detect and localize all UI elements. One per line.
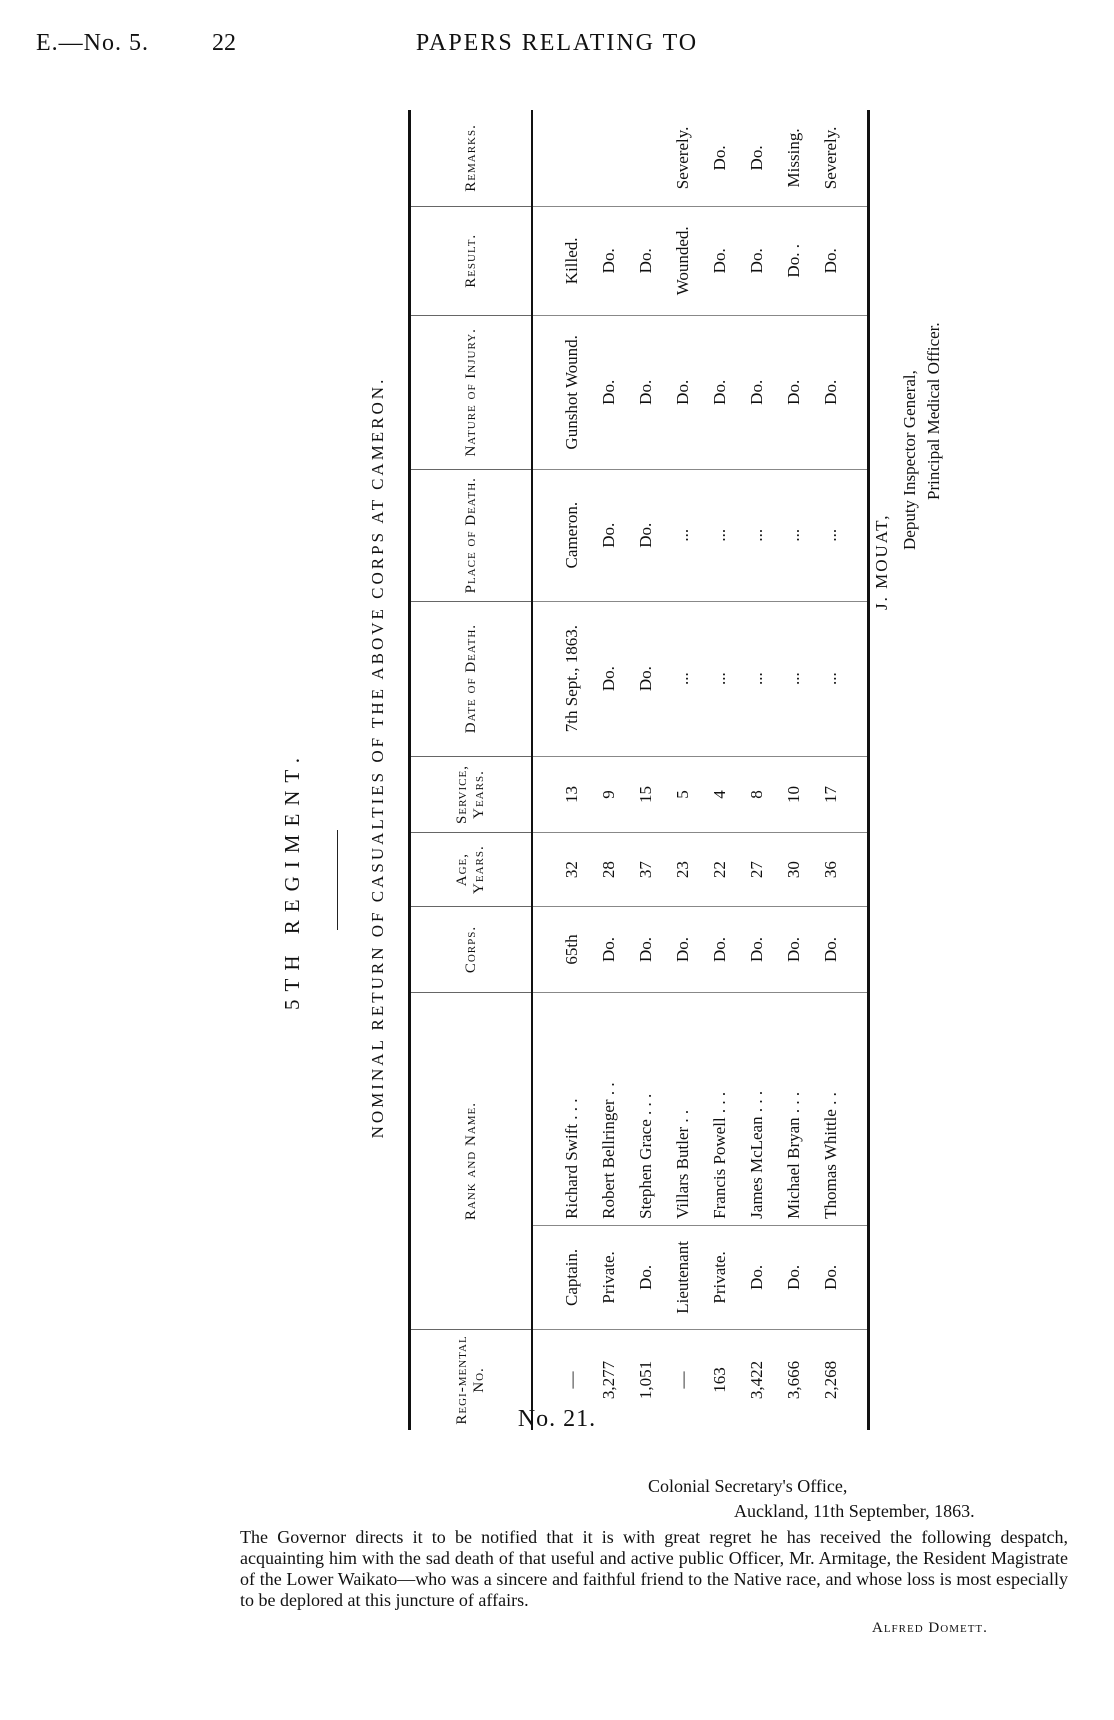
cell-result: Do. xyxy=(590,206,627,315)
col-header-service: Service, Years. xyxy=(410,756,533,833)
col-header-remarks: Remarks. xyxy=(410,110,533,206)
cell-nature: Do. xyxy=(701,315,738,469)
cell-result: Do. xyxy=(812,206,869,315)
cell-reg-no: 2,268 xyxy=(812,1329,869,1430)
cell-remarks xyxy=(627,110,664,206)
cell-name: Stephen Grace . . . xyxy=(627,993,664,1226)
cell-reg-no: 3,277 xyxy=(598,1360,618,1400)
col-header-place-of-death: Place of Death. xyxy=(410,469,533,601)
cell-remarks: Missing. xyxy=(775,110,812,206)
cell-date: Do. xyxy=(590,601,627,756)
notice-body: The Governor directs it to be notified that it is with great regret he has received the following despatch, acquainting him with the sad death of that useful and active public Officer, Mr. Armitage, the Resident Magistrate of the Lower Waikato—who was a sincere and faithful friend to the Native race, and whose loss is most especially to be deplored at this juncture of affairs. xyxy=(240,1527,1068,1610)
cell-corps: Do. xyxy=(775,906,812,992)
cell-date: ... xyxy=(664,601,701,756)
col-header-result: Result. xyxy=(410,206,533,315)
cell-name: Robert Bellringer . . xyxy=(590,993,627,1226)
col-header-rank-name: Rank and Name. xyxy=(410,993,533,1330)
cell-age: 30 xyxy=(775,833,812,906)
cell-service: 15 xyxy=(627,756,664,833)
cell-date: ... xyxy=(775,601,812,756)
cell-remarks xyxy=(532,110,590,206)
cell-remarks: Severely. xyxy=(812,110,869,206)
col-header-corps: Corps. xyxy=(410,906,533,992)
cell-rank: Captain. xyxy=(532,1225,590,1329)
signatory-title-line-2: Principal Medical Officer. xyxy=(924,322,943,500)
col-header-nature-of-injury: Nature of Injury. xyxy=(410,315,533,469)
table-row xyxy=(532,110,590,1430)
cell-nature: Do. xyxy=(627,315,664,469)
table-header-row xyxy=(410,110,533,1430)
cell-date: Do. xyxy=(627,601,664,756)
cell-name: James McLean . . . xyxy=(738,993,775,1226)
cell-service: 4 xyxy=(701,756,738,833)
cell-service: 5 xyxy=(664,756,701,833)
cell-remarks: Do. xyxy=(738,110,775,206)
table-row xyxy=(812,110,869,1430)
cell-name: Richard Swift . . . xyxy=(532,993,590,1226)
signatory-title-line-1: Deputy Inspector General, xyxy=(900,370,919,550)
col-header-regimental-no: Regi-mental No. xyxy=(410,1329,533,1430)
cell-date: ... xyxy=(701,601,738,756)
casualty-table xyxy=(408,110,870,1430)
cell-age: 23 xyxy=(664,833,701,906)
cell-result: Do. xyxy=(701,206,738,315)
cell-reg-no: 163 xyxy=(709,1367,729,1393)
table-row xyxy=(627,110,664,1430)
cell-place: ... xyxy=(775,469,812,601)
cell-rank: Lieutenant xyxy=(664,1225,701,1329)
cell-date: 7th Sept., 1863. xyxy=(532,601,590,756)
cell-result: Killed. xyxy=(532,206,590,315)
cell-reg-no: 1,051 xyxy=(635,1360,655,1400)
cell-corps: Do. xyxy=(664,906,701,992)
cell-rank: Private. xyxy=(590,1225,627,1329)
cell-date: ... xyxy=(738,601,775,756)
table-row xyxy=(590,110,627,1430)
regiment-heading: 5TH REGIMENT. xyxy=(280,750,304,1010)
cell-age: 36 xyxy=(812,833,869,906)
cell-service: 17 xyxy=(812,756,869,833)
cell-reg-no: 3,666 xyxy=(783,1360,803,1400)
cell-rank: Do. xyxy=(627,1225,664,1329)
cell-nature: Do. xyxy=(812,315,869,469)
cell-remarks xyxy=(590,110,627,206)
cell-nature: Gunshot Wound. xyxy=(532,315,590,469)
cell-name: Francis Powell . . . xyxy=(701,993,738,1226)
cell-rank: Private. xyxy=(701,1225,738,1329)
cell-result: Do. . xyxy=(775,206,812,315)
cell-name: Villars Butler . . xyxy=(664,993,701,1226)
running-title: PAPERS RELATING TO xyxy=(415,30,699,56)
col-header-date-of-death: Date of Death. xyxy=(410,601,533,756)
notice-place-date: Auckland, 11th September, 1863. xyxy=(734,1501,975,1521)
cell-place: ... xyxy=(738,469,775,601)
cell-result: Do. xyxy=(627,206,664,315)
cell-corps: Do. xyxy=(701,906,738,992)
cell-nature: Do. xyxy=(664,315,701,469)
notice-number: No. 21. xyxy=(517,1406,597,1432)
notice-signoff: Alfred Domett. xyxy=(872,1620,988,1636)
cell-service: 10 xyxy=(775,756,812,833)
signatory-name: J. MOUAT, xyxy=(872,513,891,610)
document-reference: E.—No. 5. xyxy=(36,30,149,56)
cell-corps: 65th xyxy=(532,906,590,992)
cell-date: ... xyxy=(812,601,869,756)
table-row xyxy=(738,110,775,1430)
cell-place: Do. xyxy=(627,469,664,601)
cell-remarks: Severely. xyxy=(664,110,701,206)
cell-result: Wounded. xyxy=(664,206,701,315)
cell-place: ... xyxy=(812,469,869,601)
cell-corps: Do. xyxy=(812,906,869,992)
cell-service: 9 xyxy=(590,756,627,833)
cell-reg-no: — xyxy=(561,1371,581,1389)
cell-corps: Do. xyxy=(738,906,775,992)
cell-result: Do. xyxy=(738,206,775,315)
page-number: 22 xyxy=(212,30,236,56)
cell-age: 32 xyxy=(532,833,590,906)
table-row xyxy=(775,110,812,1430)
cell-age: 37 xyxy=(627,833,664,906)
cell-rank: Do. xyxy=(812,1225,869,1329)
cell-rank: Do. xyxy=(738,1225,775,1329)
table-row xyxy=(664,110,701,1430)
cell-age: 22 xyxy=(701,833,738,906)
table-row xyxy=(701,110,738,1430)
cell-age: 28 xyxy=(590,833,627,906)
cell-reg-no: 3,422 xyxy=(746,1360,766,1400)
table-title: NOMINAL RETURN OF CASUALTIES OF THE ABOVE CORPS AT CAMERON. xyxy=(368,376,387,1139)
cell-place: ... xyxy=(701,469,738,601)
cell-nature: Do. xyxy=(738,315,775,469)
cell-corps: Do. xyxy=(627,906,664,992)
cell-name: Michael Bryan . . . xyxy=(775,993,812,1226)
cell-remarks: Do. xyxy=(701,110,738,206)
cell-rank: Do. xyxy=(775,1225,812,1329)
cell-reg-no: — xyxy=(672,1371,692,1389)
cell-place: ... xyxy=(664,469,701,601)
cell-nature: Do. xyxy=(775,315,812,469)
heading-rule xyxy=(337,830,338,930)
cell-service: 8 xyxy=(738,756,775,833)
cell-corps: Do. xyxy=(590,906,627,992)
cell-name: Thomas Whittle . . xyxy=(812,993,869,1226)
cell-nature: Do. xyxy=(590,315,627,469)
cell-place: Do. xyxy=(590,469,627,601)
notice-office: Colonial Secretary's Office, xyxy=(648,1476,848,1496)
cell-place: Cameron. xyxy=(532,469,590,601)
rotated-casualty-return xyxy=(240,85,1000,1430)
cell-age: 27 xyxy=(738,833,775,906)
cell-service: 13 xyxy=(532,756,590,833)
col-header-age: Age, Years. xyxy=(410,833,533,906)
